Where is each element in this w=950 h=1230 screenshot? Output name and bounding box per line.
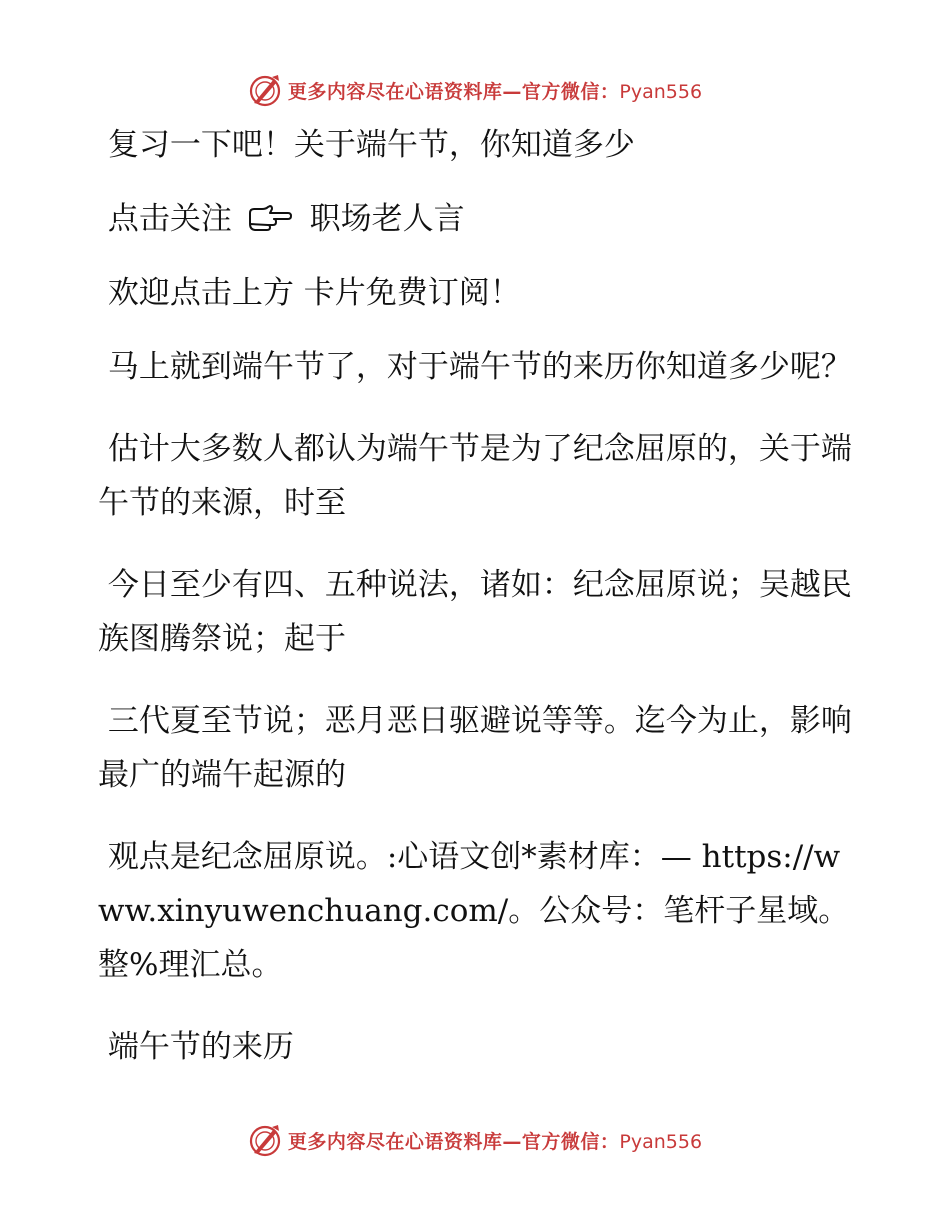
watermark-footer xyxy=(0,1120,950,1160)
subscribe-line: 欢迎点击上方 卡片免费订阅！ xyxy=(98,275,521,311)
section-heading: 端午节的来历 xyxy=(98,1029,294,1065)
pointing-hand-icon xyxy=(248,205,292,231)
follow-line xyxy=(98,192,858,246)
watermark-text: 更多内容尽在心语资料库—官方微信：Pyan556 xyxy=(287,1130,703,1153)
paragraph-2: 估计大多数人都认为端午节是为了纪念屈原的，关于端午节的来源，时至 xyxy=(98,431,852,521)
paragraph-3: 今日至少有四、五种说法，诸如：纪念屈原说；吴越民族图腾祭说；起于 xyxy=(98,567,852,657)
follow-suffix: 职场老人言 xyxy=(299,201,465,237)
paragraph-5: 观点是纪念屈原说。:心语文创*素材库：— https://www.xinyuwenchuang.com/。公众号：笔杆子星域。整%理汇总。 xyxy=(98,839,850,983)
quill-seal-icon xyxy=(248,73,282,107)
document-body xyxy=(98,118,858,1074)
follow-prefix: 点击关注 xyxy=(98,201,242,237)
watermark-text: 更多内容尽在心语资料库—官方微信：Pyan556 xyxy=(287,80,703,103)
paragraph-1: 马上就到端午节了，对于端午节的来历你知道多少呢？ xyxy=(98,349,852,385)
paragraph-4: 三代夏至节说；恶月恶日驱避说等等。迄今为止，影响最广的端午起源的 xyxy=(98,703,852,793)
quill-seal-icon xyxy=(248,1123,282,1157)
watermark-header xyxy=(0,70,950,110)
document-title: 复习一下吧！关于端午节，你知道多少 xyxy=(98,127,635,163)
